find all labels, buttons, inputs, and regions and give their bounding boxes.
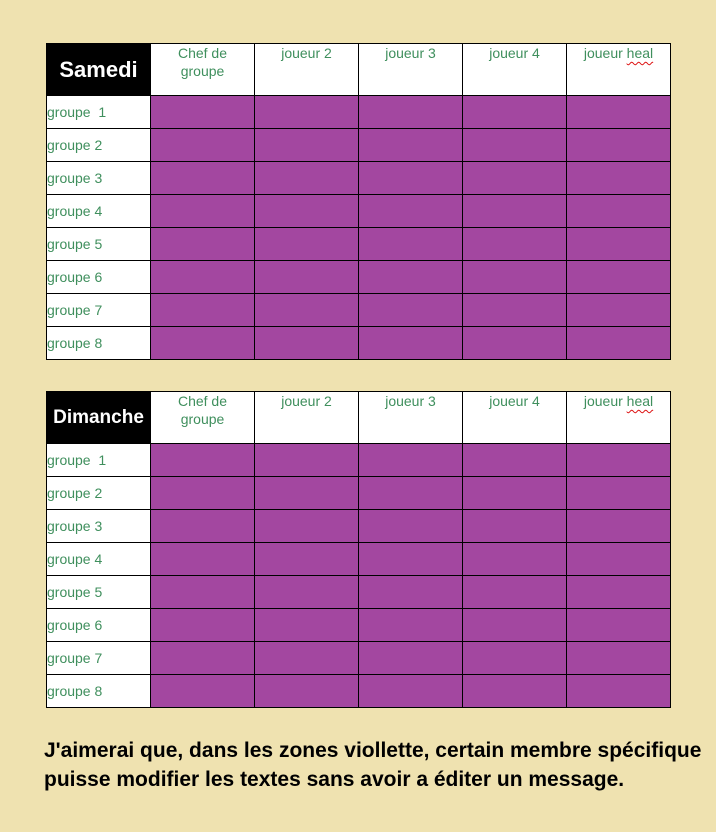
editable-slot-cell[interactable] [255, 96, 359, 129]
row-label: groupe 8 [47, 675, 151, 708]
editable-slot-cell[interactable] [151, 162, 255, 195]
editable-slot-cell[interactable] [151, 129, 255, 162]
row-label: groupe 2 [47, 129, 151, 162]
editable-slot-cell[interactable] [567, 444, 671, 477]
editable-slot-cell[interactable] [151, 444, 255, 477]
editable-slot-cell[interactable] [463, 642, 567, 675]
editable-slot-cell[interactable] [463, 327, 567, 360]
editable-slot-cell[interactable] [151, 327, 255, 360]
question-message: J'aimerai que, dans les zones viollette, certain membre spécifique puisse modifier les textes sans avoir a éditer un message. [44, 739, 702, 791]
column-header-joueur-4: joueur 4 [463, 44, 567, 96]
editable-slot-cell[interactable] [151, 576, 255, 609]
editable-slot-cell[interactable] [255, 261, 359, 294]
editable-slot-cell[interactable] [151, 477, 255, 510]
row-label: groupe 4 [47, 543, 151, 576]
editable-slot-cell[interactable] [151, 195, 255, 228]
row-label: groupe 7 [47, 294, 151, 327]
editable-slot-cell[interactable] [151, 675, 255, 708]
column-header-joueur-3: joueur 3 [359, 392, 463, 444]
table-row [47, 642, 671, 675]
table-row [47, 675, 671, 708]
editable-slot-cell[interactable] [463, 162, 567, 195]
table-row [47, 510, 671, 543]
editable-slot-cell[interactable] [463, 510, 567, 543]
column-header-label: Chef de groupe [177, 393, 228, 427]
column-header-joueur-heal [567, 44, 671, 96]
row-label: groupe 3 [47, 162, 151, 195]
column-header-label: joueur heal [583, 393, 654, 409]
table-row [47, 162, 671, 195]
table-row [47, 261, 671, 294]
editable-slot-cell[interactable] [567, 96, 671, 129]
editable-slot-cell[interactable] [463, 444, 567, 477]
editable-slot-cell[interactable] [255, 228, 359, 261]
row-label: groupe 8 [47, 327, 151, 360]
editable-slot-cell[interactable] [567, 162, 671, 195]
editable-slot-cell[interactable] [359, 543, 463, 576]
editable-slot-cell[interactable] [567, 294, 671, 327]
header-row [47, 392, 671, 444]
editable-slot-cell[interactable] [255, 129, 359, 162]
editable-slot-cell[interactable] [255, 477, 359, 510]
spellcheck-underline: heal [626, 45, 654, 61]
editable-slot-cell[interactable] [359, 162, 463, 195]
editable-slot-cell[interactable] [463, 477, 567, 510]
table-row [47, 228, 671, 261]
editable-slot-cell[interactable] [255, 162, 359, 195]
row-label: groupe 7 [47, 642, 151, 675]
column-header-chef [151, 44, 255, 96]
row-label: groupe 5 [47, 576, 151, 609]
row-label: groupe 3 [47, 510, 151, 543]
editable-slot-cell[interactable] [567, 543, 671, 576]
editable-slot-cell[interactable] [255, 543, 359, 576]
row-label: groupe 4 [47, 195, 151, 228]
column-header-label: Chef de groupe [177, 45, 228, 79]
table-row [47, 327, 671, 360]
editable-slot-cell[interactable] [255, 609, 359, 642]
editable-slot-cell[interactable] [359, 444, 463, 477]
row-label: groupe 5 [47, 228, 151, 261]
editable-slot-cell[interactable] [359, 195, 463, 228]
table-row [47, 609, 671, 642]
editable-slot-cell[interactable] [255, 510, 359, 543]
editable-slot-cell[interactable] [567, 609, 671, 642]
column-header-chef [151, 392, 255, 444]
editable-slot-cell[interactable] [567, 327, 671, 360]
editable-slot-cell[interactable] [463, 261, 567, 294]
editable-slot-cell[interactable] [567, 129, 671, 162]
editable-slot-cell[interactable] [151, 543, 255, 576]
editable-slot-cell[interactable] [567, 510, 671, 543]
editable-slot-cell[interactable] [463, 543, 567, 576]
column-header-label: joueur heal [583, 45, 654, 61]
editable-slot-cell[interactable] [359, 129, 463, 162]
day-title: Samedi [47, 44, 151, 96]
editable-slot-cell[interactable] [359, 261, 463, 294]
table-row [47, 195, 671, 228]
editable-slot-cell[interactable] [567, 195, 671, 228]
editable-slot-cell[interactable] [359, 510, 463, 543]
editable-slot-cell[interactable] [151, 96, 255, 129]
editable-slot-cell[interactable] [567, 642, 671, 675]
editable-slot-cell[interactable] [151, 609, 255, 642]
editable-slot-cell[interactable] [255, 576, 359, 609]
row-label: groupe 6 [47, 609, 151, 642]
editable-slot-cell[interactable] [463, 195, 567, 228]
row-label: groupe 2 [47, 477, 151, 510]
editable-slot-cell[interactable] [567, 261, 671, 294]
editable-slot-cell[interactable] [359, 675, 463, 708]
editable-slot-cell[interactable] [463, 129, 567, 162]
editable-slot-cell[interactable] [255, 294, 359, 327]
editable-slot-cell[interactable] [567, 477, 671, 510]
editable-slot-cell[interactable] [463, 228, 567, 261]
editable-slot-cell[interactable] [463, 609, 567, 642]
column-header-joueur-3: joueur 3 [359, 44, 463, 96]
editable-slot-cell[interactable] [463, 576, 567, 609]
header-row [47, 44, 671, 96]
editable-slot-cell[interactable] [567, 675, 671, 708]
day-title: Dimanche [47, 392, 151, 444]
table-row [47, 543, 671, 576]
editable-slot-cell[interactable] [151, 228, 255, 261]
editable-slot-cell[interactable] [567, 228, 671, 261]
row-label: groupe 6 [47, 261, 151, 294]
editable-slot-cell[interactable] [359, 294, 463, 327]
table-row [47, 477, 671, 510]
editable-slot-cell[interactable] [255, 675, 359, 708]
editable-slot-cell[interactable] [151, 261, 255, 294]
column-header-joueur-4: joueur 4 [463, 392, 567, 444]
table-row [47, 96, 671, 129]
editable-slot-cell[interactable] [151, 294, 255, 327]
editable-slot-cell[interactable] [359, 228, 463, 261]
editable-slot-cell[interactable] [151, 642, 255, 675]
editable-slot-cell[interactable] [255, 444, 359, 477]
column-header-joueur-heal [567, 392, 671, 444]
editable-slot-cell[interactable] [359, 327, 463, 360]
table-samedi [46, 43, 671, 360]
table-dimanche [46, 391, 671, 708]
editable-slot-cell[interactable] [359, 477, 463, 510]
editable-slot-cell[interactable] [359, 96, 463, 129]
column-header-joueur-2: joueur 2 [255, 44, 359, 96]
editable-slot-cell[interactable] [255, 327, 359, 360]
editable-slot-cell[interactable] [463, 675, 567, 708]
table-row [47, 294, 671, 327]
editable-slot-cell[interactable] [255, 195, 359, 228]
table-row [47, 444, 671, 477]
row-label: groupe 1 [47, 444, 151, 477]
table-row [47, 129, 671, 162]
editable-slot-cell[interactable] [151, 510, 255, 543]
editable-slot-cell[interactable] [255, 642, 359, 675]
editable-slot-cell[interactable] [359, 576, 463, 609]
table-row [47, 576, 671, 609]
editable-slot-cell[interactable] [463, 96, 567, 129]
editable-slot-cell[interactable] [359, 609, 463, 642]
spellcheck-underline: heal [626, 393, 654, 409]
editable-slot-cell[interactable] [463, 294, 567, 327]
editable-slot-cell[interactable] [359, 642, 463, 675]
column-header-joueur-2: joueur 2 [255, 392, 359, 444]
editable-slot-cell[interactable] [567, 576, 671, 609]
row-label: groupe 1 [47, 96, 151, 129]
